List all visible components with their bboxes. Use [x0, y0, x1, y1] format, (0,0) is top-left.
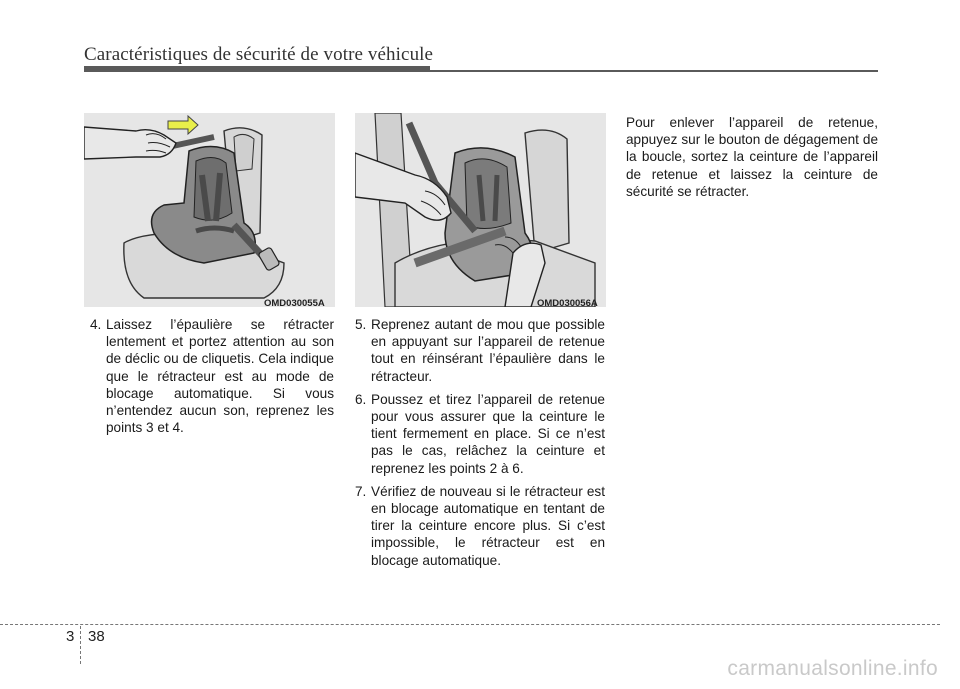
step-number: 7. [355, 483, 367, 499]
step-number: 5. [355, 317, 367, 332]
step-number: 4. [90, 317, 102, 332]
step-text: Vérifiez de nouveau si le rétracteur est en blocage automatique en tentant de tirer la ceinture encore plus. Si c’est impossible, le rétracteur est en blocage automatique. [371, 483, 605, 568]
figure-child-seat-press [355, 113, 606, 307]
chapter-number: 3 [66, 628, 75, 645]
instructions-column-2 [355, 316, 605, 575]
child-seat-illustration-1 [84, 113, 335, 307]
child-seat-illustration-2 [355, 113, 606, 307]
figure-caption-1: OMD030055A [264, 298, 325, 309]
step-text: Laissez l’épaulière se rétracter lentement et portez attention au son de déclic ou de cliquetis. Cela indique que le rétracteur est au mode de blocage automatique. Si vous n’entendez aucun son, reprenez les points 3 et 4. [106, 317, 334, 436]
step-7 [355, 483, 605, 569]
page-header-title: Caractéristiques de sécurité de votre véhicule [84, 44, 434, 65]
removal-paragraph: Pour enlever l’appareil de retenue, appuyez sur le bouton de dégagement de la boucle, sortez la ceinture de l’appareil de retenue et laissez la ceinture de sécurité se rétracter. [626, 115, 878, 199]
footer-dashed-rule [0, 624, 940, 625]
step-text: Poussez et tirez l’appareil de retenue pour vous assurer que la ceinture le tient fermement en place. Si ce n’est pas le cas, relâchez la ceinture et reprenez les points 2 à 6. [371, 391, 605, 476]
step-number: 6. [355, 391, 367, 407]
page-number: 38 [88, 628, 105, 645]
footer-vertical-dash [80, 626, 81, 664]
header-rule [84, 70, 878, 72]
watermark-text: carmanualsonline.info [727, 657, 938, 680]
step-5 [355, 316, 605, 385]
figure-child-seat-retract [84, 113, 335, 307]
instructions-column-1 [84, 316, 334, 442]
figure-caption-2: OMD030056A [537, 298, 598, 309]
step-text: Reprenez autant de mou que possible en appuyant sur l’appareil de retenue tout en réinsérant l’épaulière dans le rétracteur. [371, 317, 605, 384]
step-6 [355, 391, 605, 477]
step-4 [84, 316, 334, 436]
